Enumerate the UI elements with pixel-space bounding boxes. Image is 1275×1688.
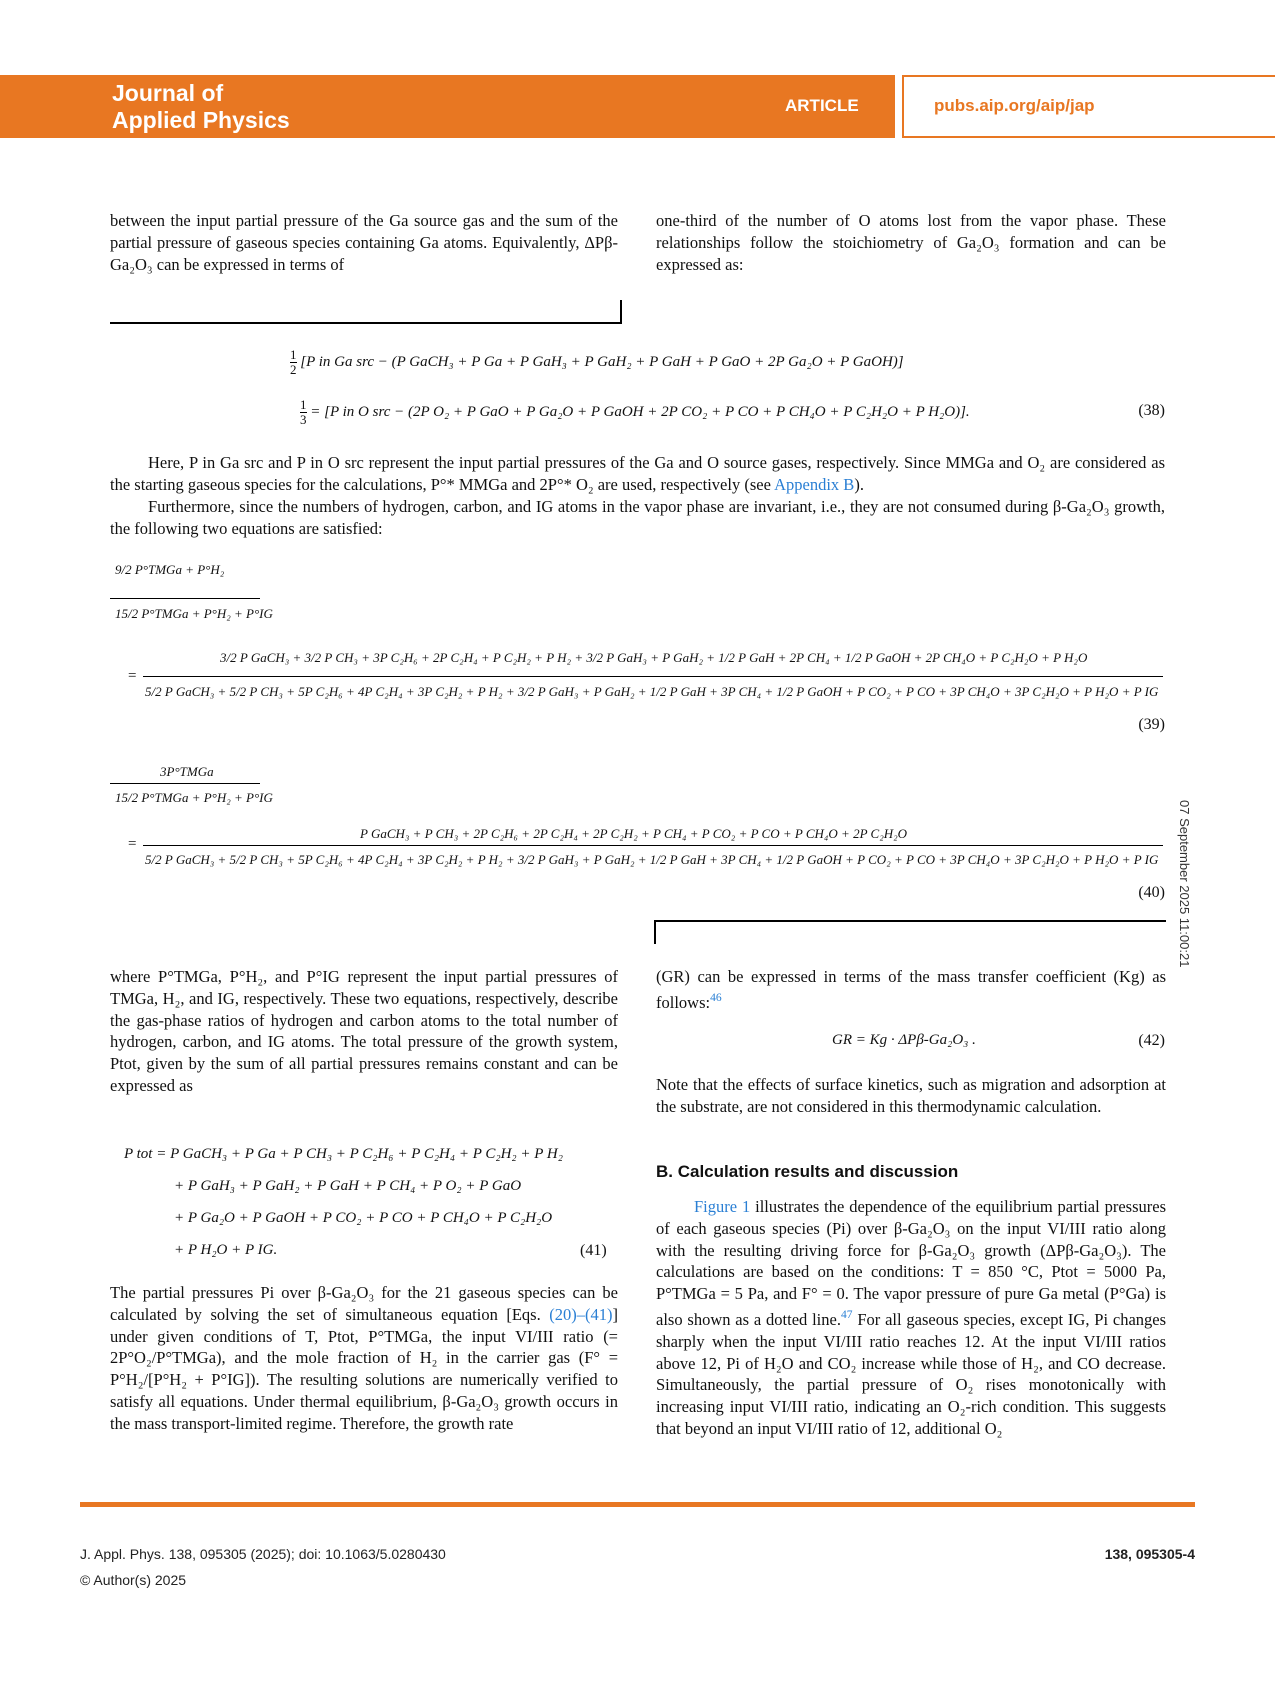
appendix-b-link[interactable]: Appendix B [774,474,855,494]
paragraph-here [110,452,1165,496]
equation-41-line1: P tot = P GaCH₃ + P Ga + P CH₃ + P C₂H₆ + P C₂H₄ + P C₂H₂ + P H₂ [124,1146,563,1162]
equation-41-line3: + P Ga₂O + P GaOH + P CO₂ + P CO + P CH₄O + P C₂H₂O [174,1210,553,1226]
journal-header [0,75,1275,138]
paragraph-here-end: ). [854,474,864,494]
equation-40-rhs-bar [143,845,1163,846]
equation-39-number: (39) [1138,716,1165,733]
equation-40-lhs-bar [110,783,260,784]
equations-20-41-link[interactable]: (20)–(41) [549,1304,613,1324]
right-note-paragraph: Note that the effects of surface kinetics, such as migration and adsorption at the substrate, are not considered in this thermodynamic calculation. [656,1075,1166,1116]
equation-40-rhs-numerator: P GaCH₃ + P CH₃ + 2P C₂H₆ + 2P C₂H₄ + 2P C₂H₂ + P CH₄ + P CO₂ + P CO + P CH₄O + 2P C₂H₂O [360,826,908,841]
download-timestamp: 07 September 2025 11:00:21 [1177,800,1192,968]
equation-40-lhs-numerator: 3P°TMGa [160,764,214,779]
section-heading: B. Calculation results and discussion [656,1162,959,1181]
footer-page-number: 138, 095305-4 [1104,1546,1195,1562]
figure-1-link[interactable]: Figure 1 [694,1197,751,1216]
paragraph-here-text: Here, P in Ga src and P in O src represent the input partial pressures of the Ga and O source gases, respectively. Since MMGa and O₂ are considered as the starting gaseous species for the calculations, P°* MMGa and 2P°* O₂ are used, respectively (see [110,453,1165,494]
article-label: ARTICLE [785,96,859,115]
journal-name [112,80,290,134]
equation-39-lhs-bar [110,598,260,599]
equation-40-rhs-denominator: 5/2 P GaCH₃ + 5/2 P CH₃ + 5P C₂H₆ + 4P C₂H₄ + 3P C₂H₂ + P H₂ + 3/2 P GaH₃ + P GaH₂ + 1/2 P GaH + 3P CH₄ + 1/2 P GaOH + P CO₂ + P CO + 3P CH₄O + 3P C₂H₂O + P H₂O + P IG [145,852,1159,867]
left-bottom-text-b: ] under given conditions of T, Ptot, P°TMGa, the input VI/III ratio (= 2P°O₂/P°TMGa), and the mole fraction of H₂ in the carrier gas (F° = P°H₂/[P°H₂ + P°IG]). The resulting solutions are numerically verified to satisfy all equations. Under thermal equilibrium, β-Ga₂O₃ growth occurs in the mass transport-limited regime. Therefore, the growth rate [110,1304,618,1433]
right-results-text: illustrates the dependence of the equilibrium partial pressures of each gaseous species (Pi) over β-Ga₂O₃ on the input VI/III ratio along with the resulting driving force for β-Ga₂O₃ growth (ΔPβ-Ga₂O₃). The calculations are based on the conditions: T = 850 °C, Ptot = 5000 Pa, P°TMGa = 5 Pa, and F° = 0. The vapor pressure of pure Ga metal (P°Ga) is also shown as a dotted line. [656,1197,1166,1329]
journal-name-line1: Journal of [112,80,224,106]
equation-41-line2: + P GaH₃ + P GaH₂ + P GaH + P CH₄ + P O₂ + P GaO [174,1178,522,1194]
reference-47-link[interactable]: 47 [840,1308,853,1321]
footer-copyright: © Author(s) 2025 [80,1572,187,1588]
footer-citation: J. Appl. Phys. 138, 095305 (2025); doi: 10.1063/5.0280430 [80,1546,446,1562]
column-start-tick [654,920,656,944]
paragraph-furthermore: Furthermore, since the numbers of hydrogen, carbon, and IG atoms in the vapor phase are invariant, i.e., they are not consumed during β-Ga₂O₃ growth, the following two equations are satisfied: [110,497,1165,538]
journal-url[interactable]: pubs.aip.org/aip/jap [934,96,1095,115]
equation-41-number: (41) [580,1242,607,1259]
equation-38-number: (38) [1138,402,1165,419]
url-box [902,75,1275,138]
equation-42: GR = Kg · ΔPβ-Ga₂O₃ . [832,1032,976,1048]
equation-39-rhs-numerator: 3/2 P GaCH₃ + 3/2 P CH₃ + 3P C₂H₆ + 2P C₂H₄ + P C₂H₂ + P H₂ + 3/2 P GaH₃ + P GaH₂ + 1/2 P GaH + 2P CH₄ + 1/2 P GaOH + 2P CH₄O + P C₂H₂O + P H₂O [220,650,1088,665]
left-top-paragraph: between the input partial pressure of the Ga source gas and the sum of the partial pressure of gaseous species containing Ga atoms. Equivalently, ΔPβ-Ga₂O₃ can be expressed in terms of [110,211,618,274]
equation-40-number: (40) [1138,884,1165,901]
equation-40-lhs-denominator: 15/2 P°TMGa + P°H₂ + P°IG [115,790,273,805]
right-results-paragraph [656,1196,1166,1440]
equation-39-lhs-numerator: 9/2 P°TMGa + P°H₂ [115,562,225,577]
column-start-rule [654,920,1166,922]
left-bottom-paragraph [110,1282,618,1435]
column-end-rule [110,322,622,324]
footer-rule [80,1502,1195,1507]
equation-38-line2: $\frac{1}{3}$ = [P in O src − (2P O₂ + P GaO + P Ga₂O + P GaOH + 2P CO₂ + P CO + P CH₄O + P C₂H₂O + P H₂O)]. [300,397,970,427]
journal-name-line2: Applied Physics [112,107,290,133]
equation-40-equals: = [128,836,137,852]
left-mid-paragraph: where P°TMGa, P°H₂, and P°IG represent the input partial pressures of TMGa, H₂, and IG, respectively. These two equations, respectively, describe the gas-phase ratios of hydrogen and carbon atoms to the total number of hydrogen, carbon, and IG atoms. The total pressure of the growth system, Ptot, given by the sum of all partial pressures remains constant and can be expressed as [110,967,618,1095]
equation-38-line2-text: = [P in O src − (2P O₂ + P GaO + P Ga₂O + P GaOH + 2P CO₂ + P CO + P CH₄O + P C₂H₂O + P H₂O)]. [310,403,970,420]
equation-39-rhs-bar [143,676,1163,677]
equation-41-line4: + P H₂O + P IG. [174,1242,278,1258]
left-bottom-text-a: The partial pressures Pi over β-Ga₂O₃ for the 21 gaseous species can be calculated by solving the set of simultaneous equation [Eqs. [110,1283,618,1324]
equation-42-number: (42) [1138,1032,1165,1049]
equation-38-line1-text: [P in Ga src − (P GaCH₃ + P Ga + P GaH₃ + P GaH₂ + P GaH + P GaO + 2P Ga₂O + P GaOH)] [300,353,904,370]
column-end-tick [620,300,622,324]
right-mid-paragraph [656,966,1166,1014]
right-results-text-b: For all gaseous species, except IG, Pi changes sharply when the input VI/III ratio reaches 12. At the input VI/III ratios above 12, Pi of H₂O and CO₂ increase while those of H₂, and CO decrease. Simultaneously, the partial pressure of O₂ rises monotonically with increasing input VI/III ratio, indicating an O₂-rich condition. This suggests that beyond an input VI/III ratio of 12, additional O₂ [656,1309,1167,1438]
reference-46-link[interactable]: 46 [710,991,722,1004]
right-top-paragraph: one-third of the number of O atoms lost from the vapor phase. These relationships follow the stoichiometry of Ga₂O₃ formation and can be expressed as: [656,211,1166,274]
right-mid-text: (GR) can be expressed in terms of the mass transfer coefficient (Kg) as follows: [656,967,1166,1012]
equation-39-lhs-denominator: 15/2 P°TMGa + P°H₂ + P°IG [115,606,273,621]
equation-39-equals: = [128,668,137,684]
equation-39-rhs-denominator: 5/2 P GaCH₃ + 5/2 P CH₃ + 5P C₂H₆ + 4P C₂H₄ + 3P C₂H₂ + P H₂ + 3/2 P GaH₃ + P GaH₂ + 1/2 P GaH + 3P CH₄ + 1/2 P GaOH + P CO₂ + P CO + 3P CH₄O + 3P C₂H₂O + P H₂O + P IG [145,684,1159,699]
equation-38-line1: $\frac{1}{2}$ [P in Ga src − (P GaCH₃ + P Ga + P GaH₃ + P GaH₂ + P GaH + P GaO + 2P Ga₂O + P GaOH)] [290,347,904,377]
